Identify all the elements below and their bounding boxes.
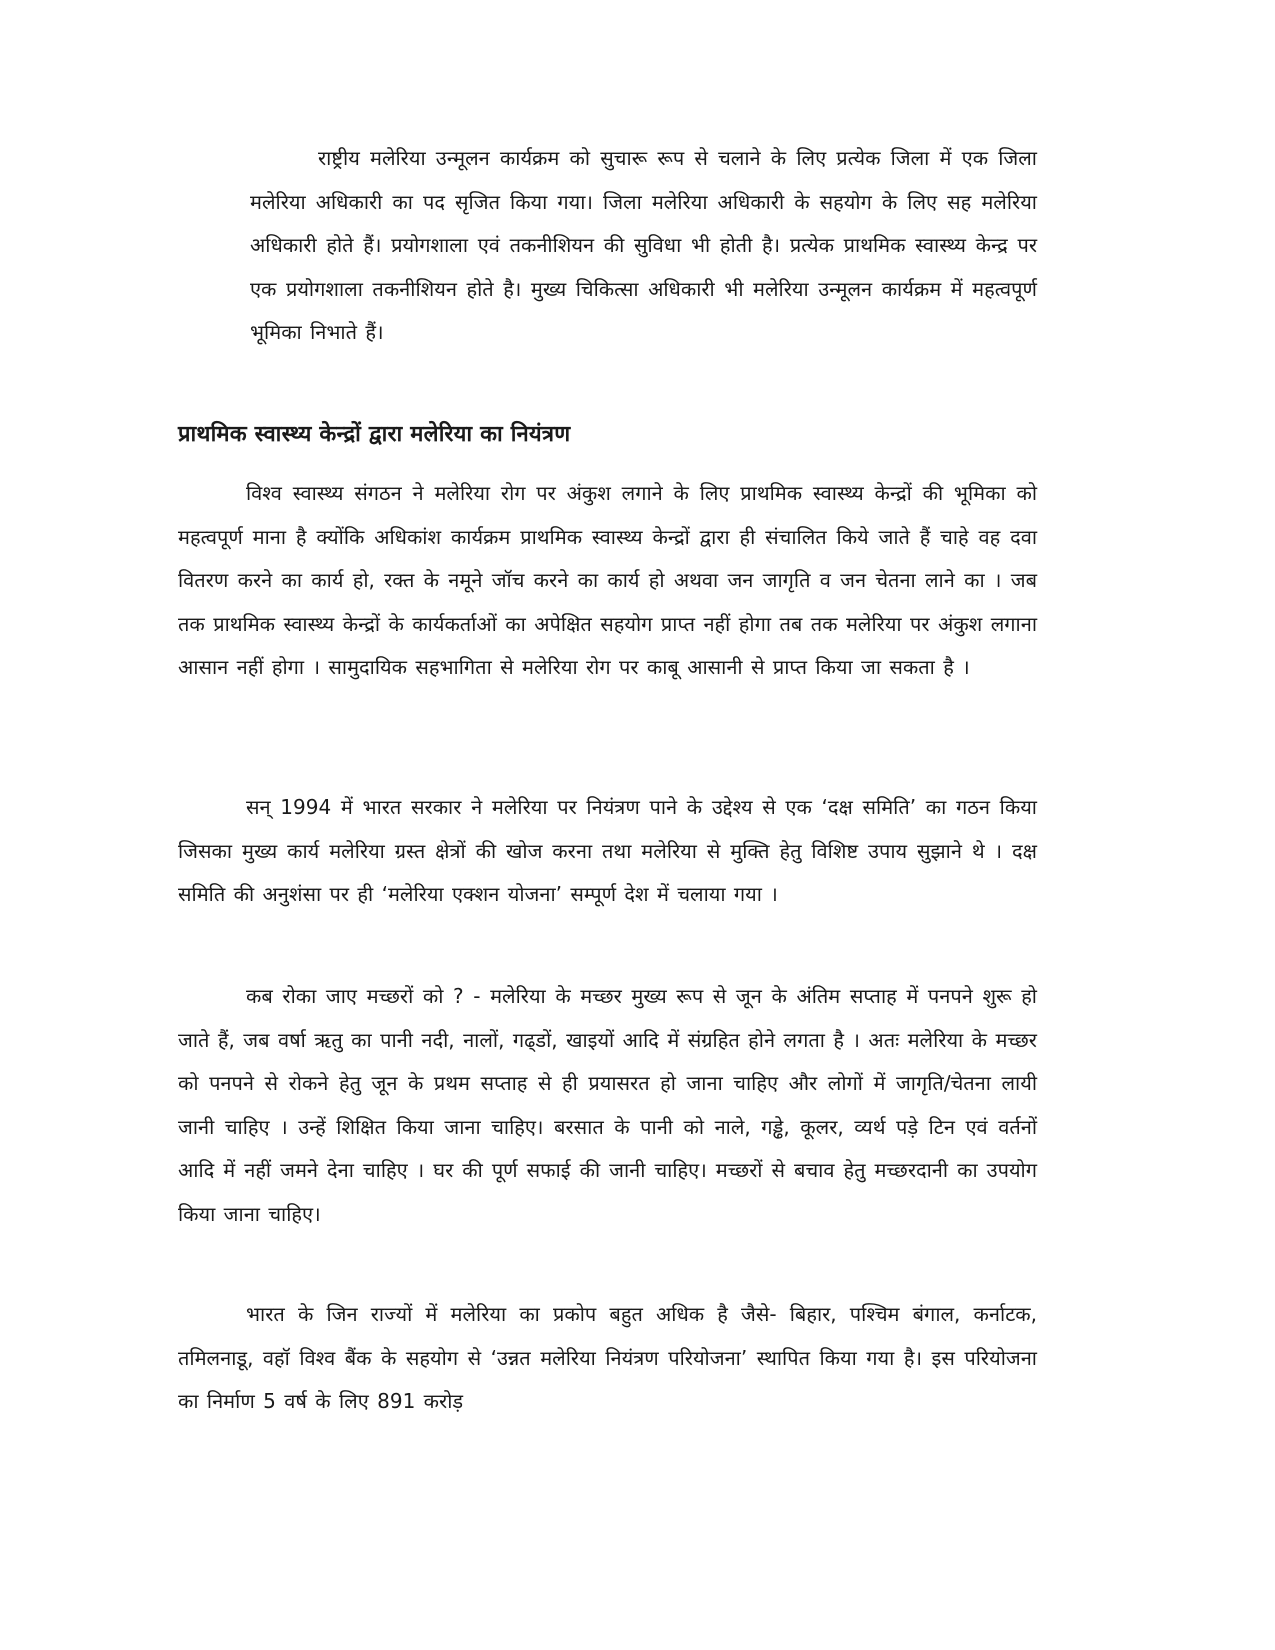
intro-paragraph: राष्ट्रीय मलेरिया उन्मूलन कार्यक्रम को सुचारू रूप से चलाने के लिए प्रत्येक जिला में एक जिला मलेरिया अधिकारी का पद सृजित किया गया। जिला मलेरिया अधिकारी के सहयोग के लिए सह मलेरिया अधिकारी होते हैं। प्रयोगशाला एवं तकनीशियन की सुविधा भी होती है। प्रत्येक प्राथमिक स्वास्थ्य केन्द्र पर एक प्रयोगशाला तकनीशियन होते है। मुख्य चिकित्सा अधिकारी भी मलेरिया उन्मूलन कार्यक्रम में महत्वपूर्ण भूमिका निभाते हैं।: [250, 146, 1037, 344]
body-paragraph-who: विश्व स्वास्थ्य संगठन ने मलेरिया रोग पर अंकुश लगाने के लिए प्राथमिक स्वास्थ्य केन्द्रों की भूमिका को महत्वपूर्ण माना है क्योंकि अधिकांश कार्यक्रम प्राथमिक स्वास्थ्य केन्द्रों द्वारा ही संचालित किये जाते हैं चाहे वह दवा वितरण करने का कार्य हो, रक्त के नमूने जॉच करने का कार्य हो अथवा जन जागृति व जन चेतना लाने का । जब तक प्राथमिक स्वास्थ्य केन्द्रों के कार्यकर्ताओं का अपेक्षित सहयोग प्राप्त नहीं होगा तब तक मलेरिया पर अंकुश लगाना आसान नहीं होगा । सामुदायिक सहभागिता से मलेरिया रोग पर काबू आसानी से प्राप्त किया जा सकता है ।: [178, 481, 1037, 679]
section-heading: प्राथमिक स्वास्थ्य केन्द्रों द्वारा मलेरिया का नियंत्रण: [178, 422, 571, 447]
body-paragraph-world-bank-project: भारत के जिन राज्यों में मलेरिया का प्रकोप बहुत अधिक है जैसे- बिहार, पश्चिम बंगाल, कर्नाटक, तमिलनाडू, वहॉ विश्व बैंक के सहयोग से ‘उन्नत मलेरिया नियंत्रण परियोजना’ स्थापित किया गया है। इस परियोजना का निर्माण 5 वर्ष के लिए 891 करोड़: [178, 1302, 1037, 1413]
body-paragraph-daksh-samiti: सन् 1994 में भारत सरकार ने मलेरिया पर नियंत्रण पाने के उद्देश्य से एक ‘दक्ष समिति’ का गठन किया जिसका मुख्य कार्य मलेरिया ग्रस्त क्षेत्रों की खोज करना तथा मलेरिया से मुक्ति हेतु विशिष्ट उपाय सुझाने थे । दक्ष समिति की अनुशंसा पर ही ‘मलेरिया एक्शन योजना’ सम्पूर्ण देश में चलाया गया ।: [178, 795, 1037, 906]
body-paragraph-mosquito-prevention: कब रोका जाए मच्छरों को ? - मलेरिया के मच्छर मुख्य रूप से जून के अंतिम सप्ताह में पनपने शुरू हो जाते हैं, जब वर्षा ऋतु का पानी नदी, नालों, गढ्डों, खाइयों आदि में संग्रहित होने लगता है । अतः मलेरिया के मच्छर को पनपने से रोकने हेतु जून के प्रथम सप्ताह से ही प्रयासरत हो जाना चाहिए और लोगों में जागृति/चेतना लायी जानी चाहिए । उन्हें शिक्षित किया जाना चाहिए। बरसात के पानी को नाले, गड्ढे, कूलर, व्यर्थ पड़े टिन एवं वर्तनों आदि में नहीं जमने देना चाहिए । घर की पूर्ण सफाई की जानी चाहिए। मच्छरों से बचाव हेतु मच्छरदानी का उपयोग किया जाना चाहिए।: [178, 984, 1037, 1226]
